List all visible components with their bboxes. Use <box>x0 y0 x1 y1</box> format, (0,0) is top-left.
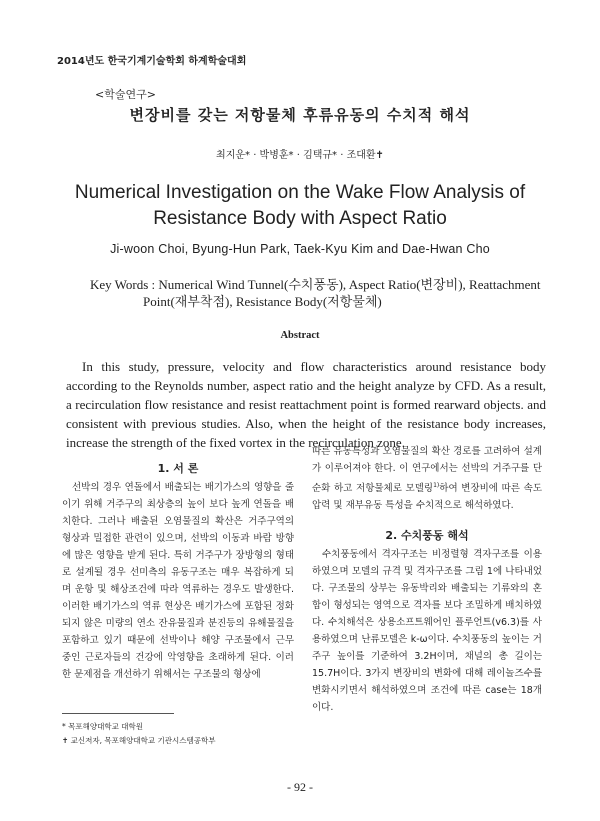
intro-continuation-text-b: 하여 변장비에 따른 속도 압력 및 재부유동 특성을 수치적으로 해석하였다. <box>312 483 542 512</box>
keywords-line1: Key Words : Numerical Wind Tunnel(수치풍동), Aspect Ratio(변장비), Reattachment <box>90 277 541 292</box>
keywords-line2: Point(재부착점), Resistance Body(저항물체) <box>143 294 382 309</box>
left-column <box>62 460 294 683</box>
page-number: - 92 - <box>287 780 313 794</box>
section2-title: 2. 수치풍동 해석 <box>385 529 469 543</box>
footnote-divider <box>62 713 174 714</box>
reference-marker: 1) <box>433 482 440 489</box>
conference-header: 2014년도 한국기계기술학회 하계학술대회 <box>57 56 247 67</box>
abstract-body <box>66 357 546 452</box>
footnote-2: ✝ 교신저자, 목포해양대학교 기관시스템공학부 <box>62 736 216 745</box>
paper-category: <학술연구> <box>95 88 156 101</box>
korean-title: 변장비를 갖는 저항물체 후류유동의 수치적 해석 <box>129 106 471 124</box>
section2-text: 수치풍동에서 격자구조는 비정렬형 격자구조를 이용하였으며 모델의 규격 및 격자구조를 그림 1에 나타내었다. 구조물의 상부는 유동박리와 배출되는 기류와의 혼합이 형성되는 영역으로 격자를 보다 조밀하게 배치하였다. 수치해석은 상용소프트웨어인 플루언트(v6.3)를 사용하였으며 난류모델은 k-ω이다. 수치풍동의 높이는 거주구 높이를 기준하여 3.2H이며, 채널의 총 길이는 15.7H이다. 3가지 변장비의 변화에 대해 레이놀즈수를 변화시키면서 해석하였으며 조건에 따른 case는 18개 이다. <box>312 549 542 714</box>
abstract-heading: Abstract <box>280 330 320 341</box>
english-title <box>0 180 600 232</box>
keywords <box>90 276 550 310</box>
footnote-1: * 목포해양대학교 대학원 <box>62 722 143 731</box>
abstract-text: In this study, pressure, velocity and flow characteristics around resistance body according to the Reynolds number, aspect ratio and the height analyze by CFD. As a result, a recirculation flow resistance and resist reattachment point is formed rearward objects. and consistent with previous studies. Also, when the height of the resistance body increases, increase the strength of the fixed vortex in the recirculation zone. <box>66 359 546 450</box>
korean-authors: 최지운* · 박병훈* · 김택규* · 조대환✝ <box>216 150 384 161</box>
right-column <box>312 443 542 716</box>
intro-continuation <box>312 443 542 514</box>
section1-text: 선박의 경우 연돌에서 배출되는 배기가스의 영향을 줄이기 위해 거주구의 최상층의 높이 보다 높게 연돌을 배치한다. 그러나 배출된 오염물질의 확산은 거주구역의 형상과 밀접한 관련이 있으며, 선박의 이동과 바람 방향에 많은 영향을 받게 된다. 특히 거주구가 장방형의 형태로 설계될 경우 선미측의 유동구조는 매우 복잡하게 되며 운항 및 해상조건에 따라 역류하는 경우도 발생한다. 이러한 배기가스의 역류 현상은 배기가스에 포함된 정화되지 않은 미량의 연소 잔유물질과 분진등의 유해물질을 포함하고 있기 때문에 선박이나 해양 구조물에서 근무 중인 근로자들의 건강에 악영향을 초래하게 된다. 이러한 문제점을 개선하기 위해서는 구조물의 형상에 <box>62 482 294 680</box>
section1-title: 1. 서 론 <box>157 462 199 475</box>
english-title-line1: Numerical Investigation on the Wake Flow Analysis of <box>74 182 526 203</box>
intro-continuation-text-a: 따른 유동특성과 오염물질의 확산 경로를 고려하여 설계가 이루어져야 한다. 이 연구에서는 선박의 거주구를 단순화 하고 저항물체로 모델링 <box>312 446 542 495</box>
english-title-line2: Resistance Body with Aspect Ratio <box>153 208 447 229</box>
english-authors: Ji-woon Choi, Byung-Hun Park, Taek-Kyu Kim and Dae-Hwan Cho <box>110 242 490 256</box>
